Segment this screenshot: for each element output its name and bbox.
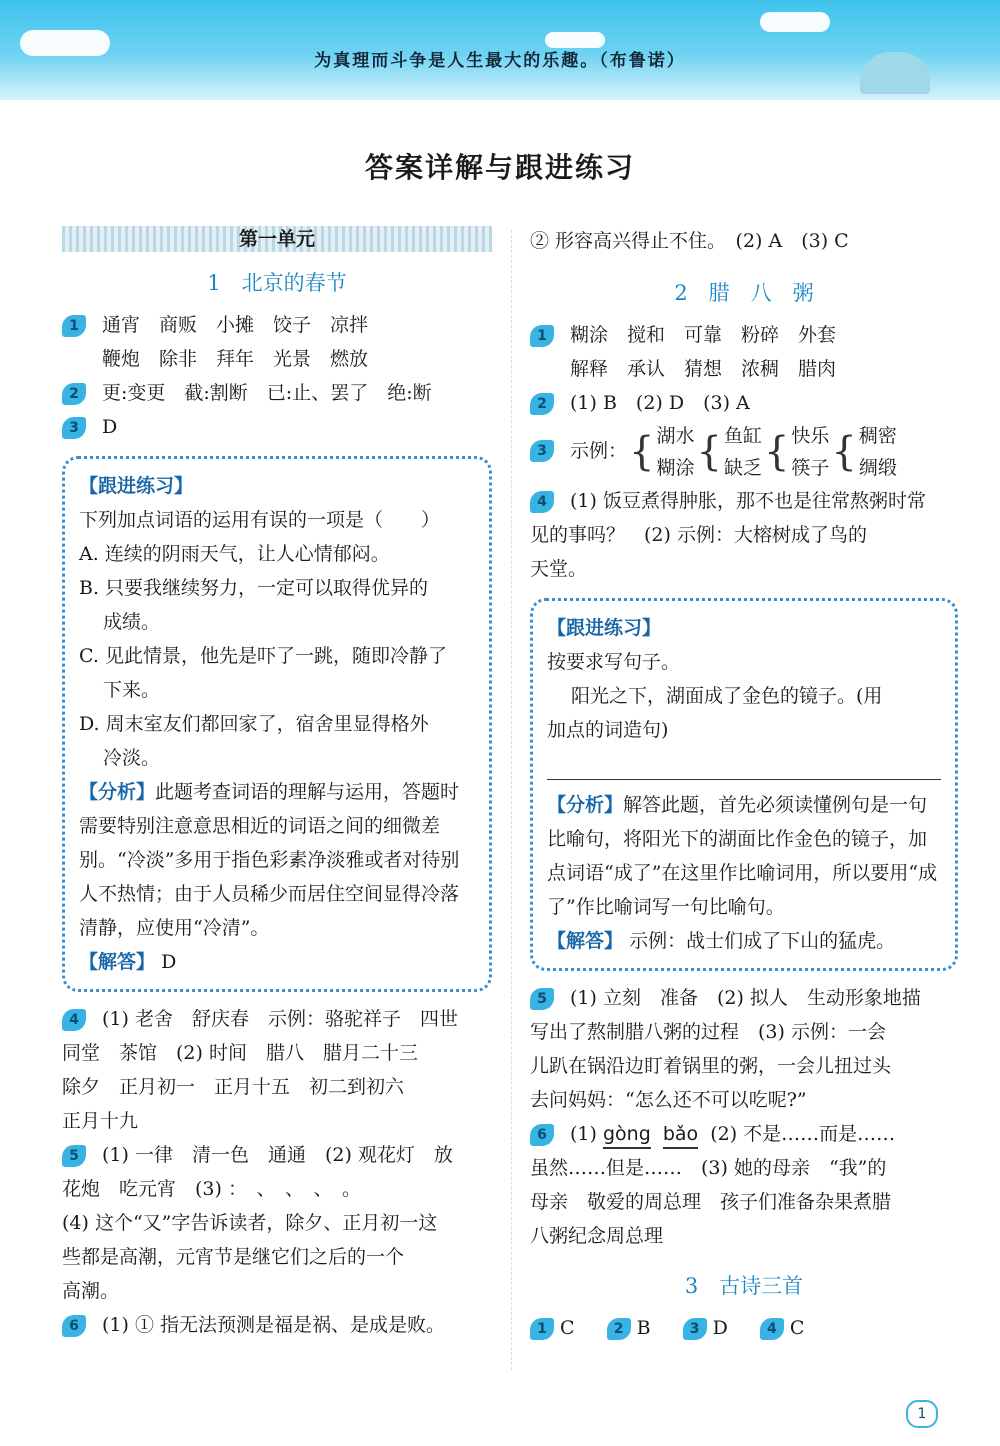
answer-blank-line[interactable] — [547, 747, 941, 780]
question-number-badge: 6 — [530, 1124, 554, 1146]
word: 筷子 — [791, 457, 830, 479]
practice-line: A. 连续的阴雨天气，让人心情郁闷。 — [79, 543, 390, 565]
unit-heading: 第一单元 — [62, 226, 492, 252]
practice-line: 下列加点词语的运用有误的一项是（ ） — [79, 509, 441, 531]
question-number-badge: 3 — [62, 417, 86, 439]
brace-icon: { — [763, 429, 790, 475]
answer-line: 正月十九 — [62, 1110, 139, 1132]
brace-icon: { — [629, 429, 655, 475]
page-number: 1 — [906, 1400, 938, 1428]
practice-line: 加点的词造句) — [547, 719, 669, 741]
word-pair — [859, 420, 897, 484]
answer-tag: 【解答】 — [547, 930, 624, 952]
answer-line: 鞭炮 除非 拜年 光景 燃放 — [102, 348, 369, 370]
question-5 — [62, 1138, 492, 1172]
header-quote: 为真理而斗争是人生最大的乐趣。（布鲁诺） — [314, 51, 686, 71]
answer-line: (1) 饭豆煮得肿胀，那不也是往常熬粥时常 — [570, 490, 926, 512]
answer-line: 去问妈妈：“怎么还不可以吃呢?” — [530, 1089, 807, 1111]
word: 稠密 — [858, 425, 897, 447]
answer-line: 母亲 敬爱的周总理 孩子们准备杂果煮腊 — [530, 1191, 892, 1213]
header-banner — [0, 0, 1000, 100]
answer-line: 虽然……但是…… (3) 她的母亲 “我”的 — [530, 1157, 887, 1179]
practice-line: B. 只要我继续努力，一定可以取得优异的 — [79, 577, 429, 599]
answer-text: D — [161, 951, 177, 973]
mc-answer — [530, 1311, 575, 1345]
question-4 — [530, 484, 958, 518]
question-4 — [62, 1002, 492, 1036]
column-divider — [511, 230, 512, 1370]
word-pair — [724, 420, 762, 484]
mc-answer — [683, 1311, 728, 1345]
answer-text: 示例：战士们成了下山的猛虎。 — [629, 930, 896, 952]
analysis-text: 此题考查词语的理解与运用，答题时需要特别注意意思相近的词语之间的细微差别。“冷淡”多用于指色彩素净淡雅或者对待别人不热情；由于人员稀少而居住空间显得冷落清静，应使用“冷清”。 — [79, 781, 460, 939]
pinyin-answer: gòng — [603, 1121, 651, 1149]
answer-block — [79, 945, 475, 979]
answer-line: 解释 承认 猜想 浓稠 腊肉 — [570, 358, 837, 380]
word: 快乐 — [791, 425, 830, 447]
mc-answer — [760, 1311, 805, 1345]
answer-line: 高潮。 — [62, 1280, 120, 1302]
left-column — [62, 222, 492, 1342]
question-number-badge: 4 — [62, 1009, 86, 1031]
answer-line: 天堂。 — [530, 558, 588, 580]
question-number-badge: 3 — [683, 1318, 707, 1340]
question-1 — [530, 318, 958, 386]
lesson-title: 3 古诗三首 — [684, 1274, 804, 1298]
word-pair — [656, 420, 694, 484]
answer-line: 些都是高潮，元宵节是继它们之后的一个 — [62, 1246, 405, 1268]
analysis-block — [79, 775, 475, 945]
answer-line: (1) B (2) D (3) A — [570, 392, 750, 414]
analysis-block — [547, 788, 941, 924]
question-2 — [62, 376, 492, 410]
word: 绸缎 — [858, 457, 897, 479]
analysis-text: 解答此题，首先必须读懂例句是一句比喻句，将阳光下的湖面比作金色的镜子，加点词语“成了”在这里作比喻词用，所以要用“成了”作比喻词写一句比喻句。 — [547, 794, 938, 918]
pinyin-answer: bǎo — [663, 1121, 698, 1149]
question-number-badge: 2 — [62, 383, 86, 405]
answer-line: 除夕 正月初一 正月十五 初二到初六 — [62, 1076, 405, 1098]
answer-line — [570, 1117, 958, 1151]
word: 糊涂 — [656, 457, 695, 479]
word: 缺乏 — [723, 457, 762, 479]
question-number-badge: 1 — [530, 325, 554, 347]
practice-tag: 【跟进练习】 — [79, 475, 194, 497]
word-pairs — [570, 420, 958, 484]
answer-line: 通宵 商贩 小摊 饺子 凉拌 — [102, 314, 369, 336]
answer-text: D — [712, 1317, 728, 1339]
question-number-badge: 1 — [62, 315, 86, 337]
practice-line: 成绩。 — [103, 611, 161, 633]
answer-text: C — [789, 1317, 805, 1339]
lesson-title: 1 北京的春节 — [207, 271, 347, 295]
multiple-choice-answers — [530, 1311, 958, 1345]
question-6 — [530, 1117, 958, 1151]
practice-line: D. 周末室友们都回家了，宿舍里显得格外 — [79, 713, 429, 735]
page-title: 答案详解与跟进练习 — [364, 151, 635, 184]
answer-line: ② 形容高兴得止不住。 (2) A (3) C — [530, 230, 849, 252]
question-number-badge: 6 — [62, 1315, 86, 1337]
answer-text: (2) 不是……而是…… — [710, 1123, 896, 1145]
question-number-badge: 4 — [760, 1318, 784, 1340]
practice-line: 下来。 — [103, 679, 161, 701]
answer-line: (1) 立刻 准备 (2) 拟人 生动形象地描 — [570, 987, 921, 1009]
question-number-badge: 3 — [530, 440, 554, 462]
answer-text: B — [636, 1317, 651, 1339]
practice-tag: 【跟进练习】 — [547, 617, 662, 639]
question-number-badge: 2 — [530, 393, 554, 415]
mc-answer — [607, 1311, 651, 1345]
practice-line: C. 见此情景，他先是吓了一跳，随即冷静了 — [79, 645, 447, 667]
answer-line: 见的事吗？ (2) 示例：大榕树成了鸟的 — [530, 524, 867, 546]
question-number-badge: 5 — [530, 988, 554, 1010]
analysis-tag: 【分析】 — [79, 781, 156, 803]
answer-line: 更:变更 截:割断 已:止、罢了 绝:断 — [102, 382, 432, 404]
answer-line: 花炮 吃元宵 (3) ： 、 、 、 。 — [62, 1178, 361, 1200]
word: 鱼缸 — [723, 425, 762, 447]
practice-line: 阳光之下，湖面成了金色的镜子。(用 — [571, 685, 883, 707]
question-1 — [62, 308, 492, 376]
answer-line: 同堂 茶馆 (2) 时间 腊八 腊月二十三 — [62, 1042, 418, 1064]
answer-line: 糊涂 搅和 可靠 粉碎 外套 — [570, 324, 837, 346]
brace-icon: { — [696, 429, 722, 475]
practice-box — [530, 598, 958, 971]
answer-line: (4) 这个“又”字告诉读者，除夕、正月初一这 — [62, 1212, 438, 1234]
answer-line: D — [102, 416, 118, 438]
question-3 — [530, 420, 958, 484]
analysis-tag: 【分析】 — [547, 794, 624, 816]
cloud-decoration — [760, 12, 830, 32]
practice-line: 冷淡。 — [103, 747, 161, 769]
answer-line: (1) ① 指无法预测是福是祸、是成是败。 — [102, 1314, 445, 1336]
example-prefix: 示例： — [570, 440, 628, 462]
word-pair — [791, 420, 829, 484]
practice-box — [62, 456, 492, 992]
answer-block — [547, 924, 941, 958]
word: 湖水 — [656, 425, 695, 447]
right-column — [530, 222, 958, 1345]
brace-icon: { — [831, 429, 857, 475]
answer-text: C — [560, 1317, 575, 1339]
lesson-title: 2 腊 八 粥 — [674, 281, 814, 305]
question-number-badge: 5 — [62, 1145, 86, 1167]
answer-line: (1) 一律 清一色 通通 (2) 观花灯 放 — [102, 1144, 453, 1166]
answer-tag: 【解答】 — [79, 951, 156, 973]
answer-line: (1) 老舍 舒庆春 示例：骆驼祥子 四世 — [102, 1008, 458, 1030]
answer-line: 儿趴在锅沿边盯着锅里的粥，一会儿扭过头 — [530, 1055, 892, 1077]
question-6 — [62, 1308, 492, 1342]
question-3 — [62, 410, 492, 444]
answer-prefix: (1) — [570, 1123, 597, 1145]
question-number-badge: 2 — [607, 1318, 631, 1340]
question-number-badge: 4 — [530, 491, 554, 513]
question-number-badge: 1 — [530, 1318, 554, 1340]
question-5 — [530, 981, 958, 1015]
practice-line: 按要求写句子。 — [547, 651, 681, 673]
answer-line: 写出了熬制腊八粥的过程 (3) 示例：一会 — [530, 1021, 886, 1043]
answer-line: 八粥纪念周总理 — [530, 1225, 664, 1247]
question-2 — [530, 386, 958, 420]
